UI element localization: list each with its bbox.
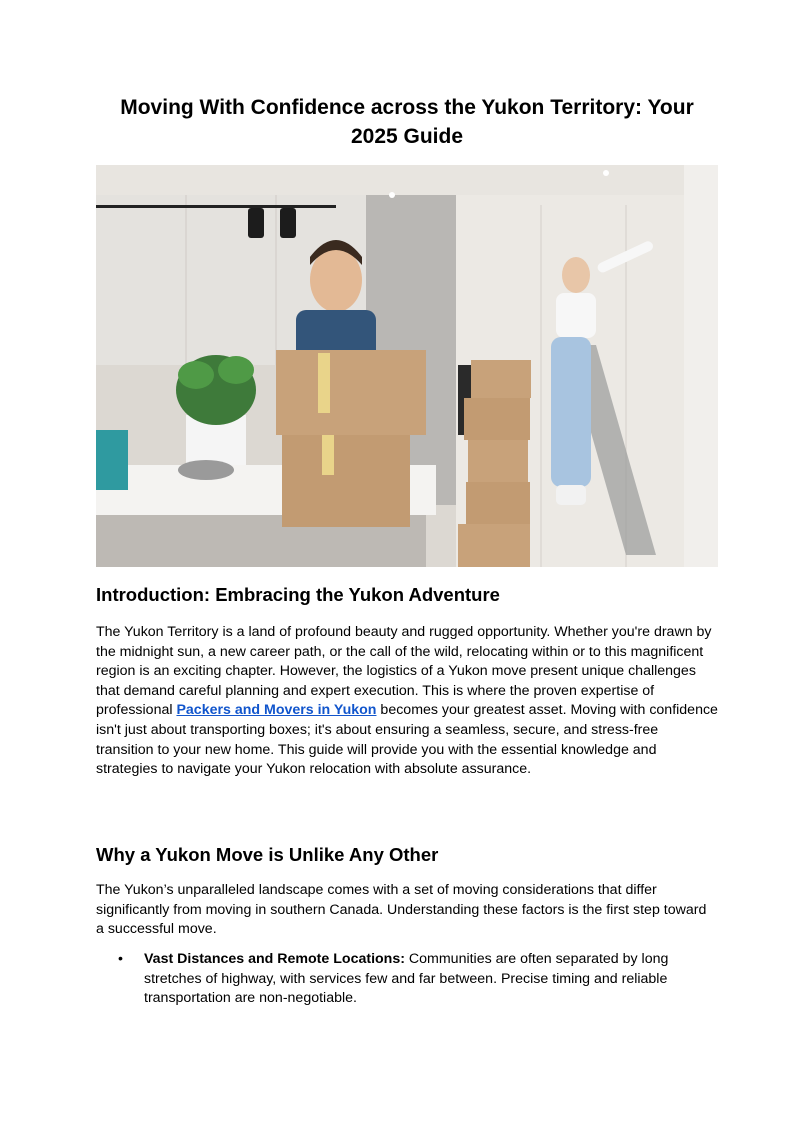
- hero-photo: [96, 165, 718, 567]
- section-heading-why-yukon: Why a Yukon Move is Unlike Any Other: [96, 844, 439, 865]
- bullet-text: Communities are often separated by long stretches of highway, with services few and far between. Precise timing and reliable transportation are non-negotiable.: [144, 951, 669, 1007]
- document-title-line-2: 2025 Guide: [350, 125, 464, 148]
- bullet-marker: •: [118, 951, 123, 967]
- document-title: [96, 93, 718, 151]
- section-heading-introduction: Introduction: Embracing the Yukon Adventure: [96, 584, 500, 605]
- introduction-text-before-link: The Yukon Territory is a land of profound beauty and rugged opportunity. Whether you're drawn by the midnight sun, a new career path, or the call of the wild, relocating within or to this magnificent region is an exciting chapter. However, the logistics of a Yukon move present unique challenges that demand careful planning and expert execution. This is where the proven expertise of professional: [96, 624, 712, 719]
- why-yukon-paragraph: The Yukon’s unparalleled landscape comes with a set of moving considerations that differ significantly from moving in southern Canada. Understanding these factors is the first step toward a successful move.: [96, 882, 707, 938]
- bullet-term: Vast Distances and Remote Locations:: [144, 951, 405, 967]
- introduction-text-after-link: becomes your greatest asset. Moving with confidence isn't just about transporting boxes; it's about ensuring a seamless, secure, and stress-free transition to your new home. This guide will provide you with the essential knowledge and strategies to navigate your Yukon relocation with absolute assurance.: [96, 702, 718, 778]
- document-title-line-1: Moving With Confidence across the Yukon Territory: Your: [120, 96, 694, 119]
- list-item: [96, 950, 718, 1009]
- considerations-list: [96, 950, 718, 1009]
- packers-and-movers-link[interactable]: Packers and Movers in Yukon: [176, 702, 377, 719]
- introduction-paragraph: [96, 623, 718, 780]
- hero-photo-illustration: [96, 165, 718, 567]
